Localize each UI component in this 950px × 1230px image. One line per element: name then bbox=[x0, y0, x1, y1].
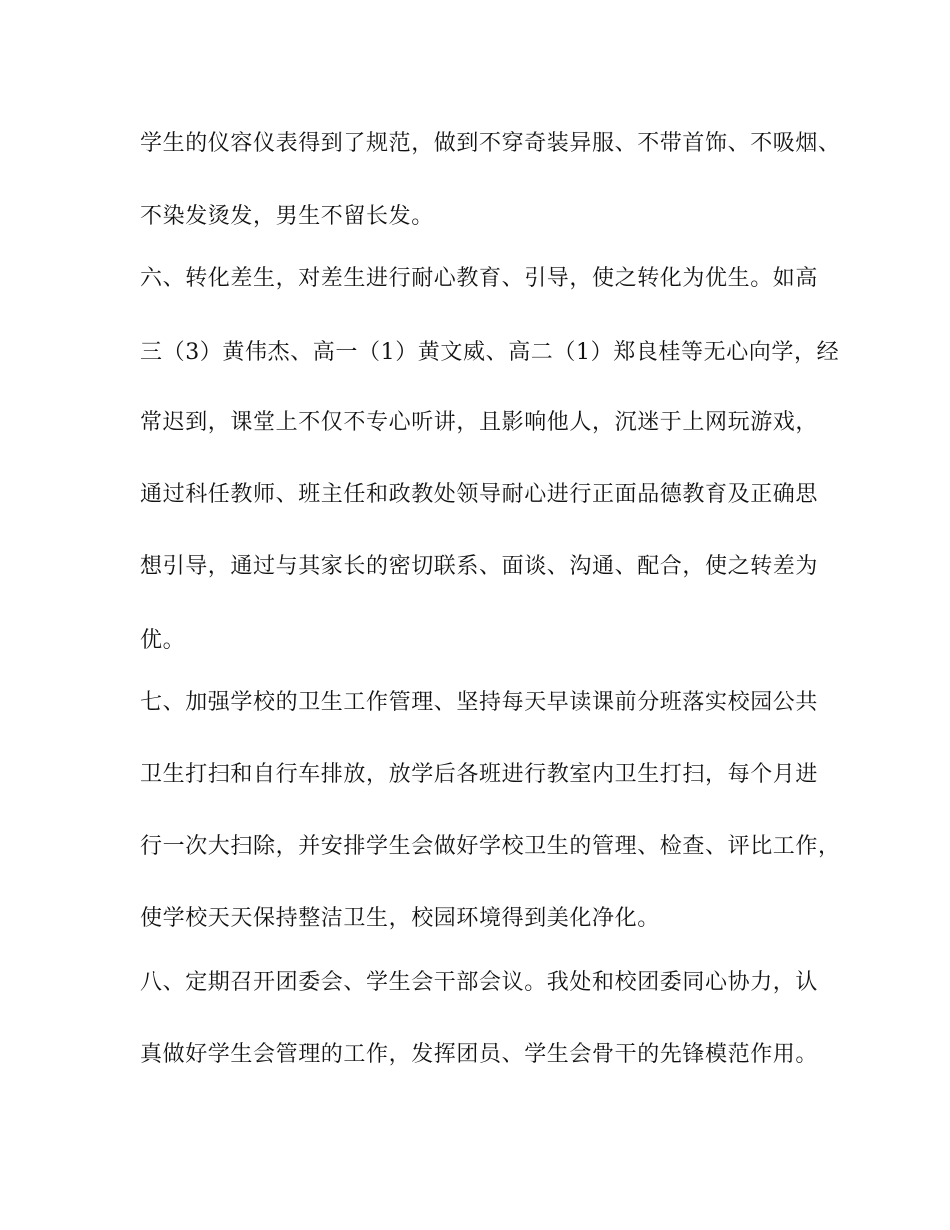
text-line: 通过科任教师、班主任和政教处领导耐心进行正面品德教育及正确思 bbox=[140, 482, 819, 507]
text-line: 六、转化差生，对差生进行耐心教育、引导，使之转化为优生。如高 bbox=[140, 266, 819, 291]
text-line: 三（3）黄伟杰、高一（1）黄文威、高二（1）郑良桂等无心向学，经 bbox=[140, 340, 840, 365]
text-line: 常迟到，课堂上不仅不专心听讲，且影响他人，沉迷于上网玩游戏， bbox=[140, 410, 819, 435]
text-line: 优。 bbox=[140, 628, 186, 653]
text-line: 不染发烫发，男生不留长发。 bbox=[140, 204, 434, 229]
text-line: 学生的仪容仪表得到了规范，做到不穿奇装异服、不带首饰、不吸烟、 bbox=[140, 131, 841, 156]
text-line: 行一次大扫除，并安排学生会做好学校卫生的管理、检查、评比工作， bbox=[140, 834, 841, 859]
text-line: 真做好学生会管理的工作，发挥团员、学生会骨干的先锋模范作用。 bbox=[140, 1042, 819, 1067]
text-line: 八、定期召开团委会、学生会干部会议。我处和校团委同心协力，认 bbox=[140, 970, 819, 995]
text-line: 卫生打扫和自行车排放，放学后各班进行教室内卫生打扫，每个月进 bbox=[140, 762, 819, 787]
text-line: 想引导，通过与其家长的密切联系、面谈、沟通、配合，使之转差为 bbox=[140, 554, 819, 579]
text-line: 七、加强学校的卫生工作管理、坚持每天早读课前分班落实校园公共 bbox=[140, 690, 819, 715]
text-line: 使学校天天保持整洁卫生，校园环境得到美化净化。 bbox=[140, 906, 660, 931]
